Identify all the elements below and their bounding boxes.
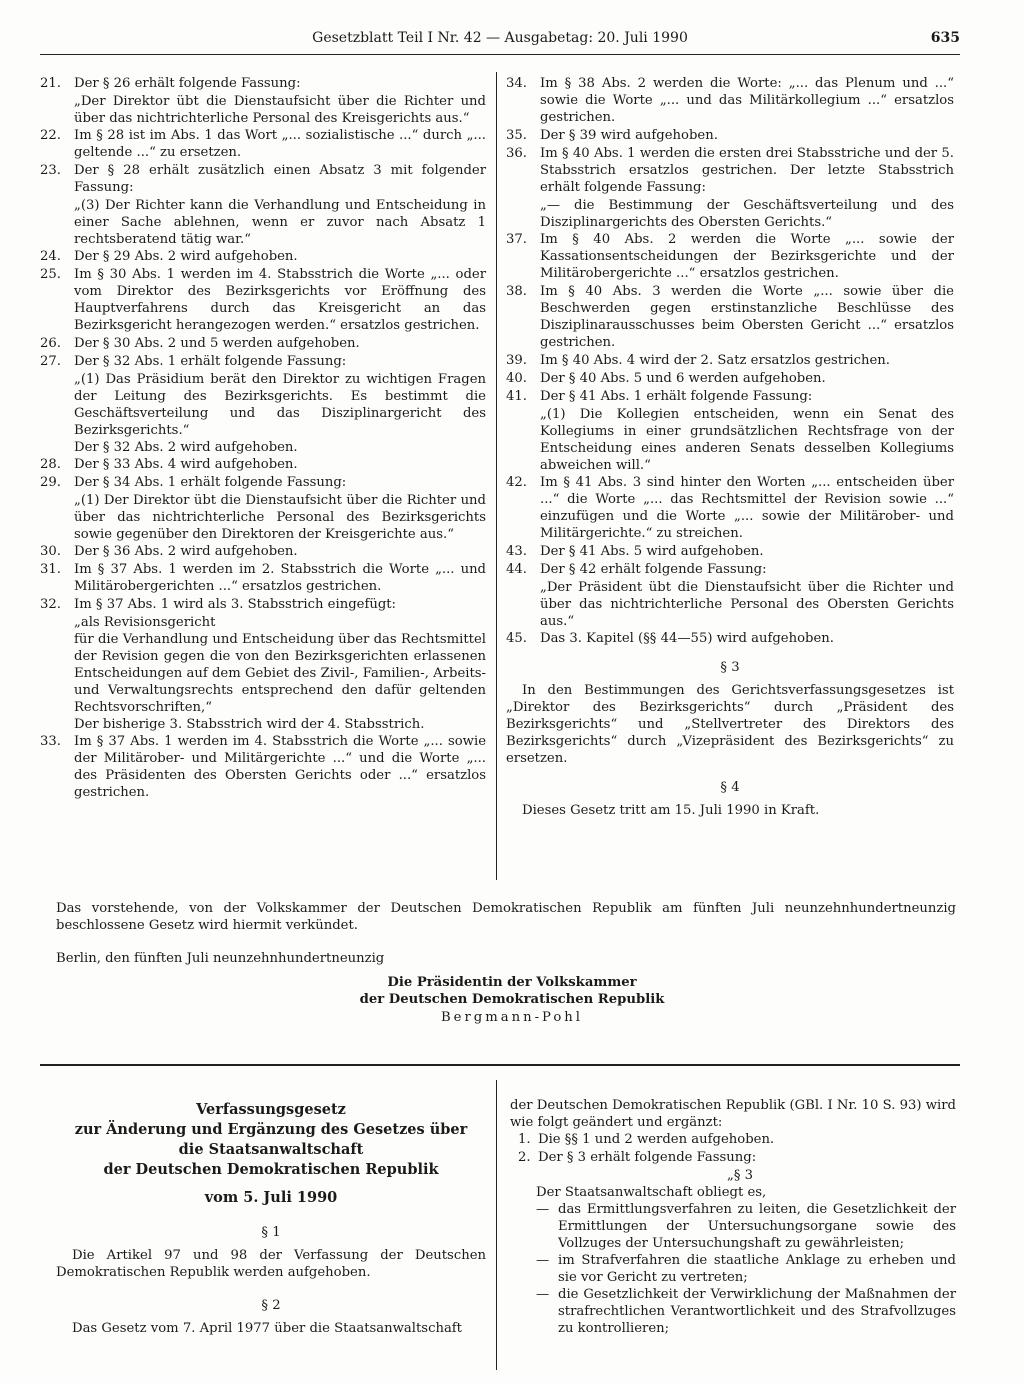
- item-quote: „(1) Der Direktor übt die Dienstaufsicht über die Richter und über das nichtrichterliche Personal des Bezirksgerichts sowie gegenüber den Direktoren der Kreisgerichte aus.“: [74, 493, 486, 542]
- law2-title-line: der Deutschen Demokratischen Republik: [103, 1161, 439, 1178]
- list-item: [506, 388, 954, 405]
- section-4-text: Dieses Gesetz tritt am 15. Juli 1990 in Kraft.: [522, 803, 820, 818]
- item-number: 28.: [40, 457, 61, 472]
- item-quote: „(3) Der Richter kann die Verhandlung und Entscheidung in einer Sache ablehnen, wenn er zuvor nach Absatz 1 rechtsberatend tätig war.“: [74, 198, 486, 247]
- item-text: Der § 34 Abs. 1 erhält folgende Fassung:: [74, 475, 347, 490]
- item-text: Im § 38 Abs. 2 werden die Worte: „... das Plenum und ...“ sowie die Worte „... und das Militärkollegium ...“ ersatzlos gestrichen.: [540, 76, 954, 125]
- item-quote: „(1) Die Kollegien entscheiden, wenn ein Senat des Kollegiums in einer grundsätzlichen Rechtsfrage von der Entscheidung eines anderen Senats desselben Kollegiums abweichen will.“: [540, 407, 954, 473]
- item-number: 23.: [40, 163, 61, 178]
- section-3-text: In den Bestimmungen des Gerichtsverfassungsgesetzes ist „Direktor des Bezirksgerichts“ durch „Präsident des Bezirksgerichts“ und „Stellvertreter des Direktors des Bezirksgerichts“ durch „Vizepräsident des Bezirksgerichts“ zu ersetzen.: [506, 683, 954, 766]
- list-item: [40, 596, 486, 613]
- dash-marker: —: [536, 1202, 550, 1217]
- item-number: 24.: [40, 249, 61, 264]
- section-3-heading: § 3: [720, 660, 740, 675]
- header-rule: [40, 54, 960, 55]
- item-number: 21.: [40, 76, 61, 91]
- item-number: 29.: [40, 475, 61, 490]
- item-number: 35.: [506, 128, 527, 143]
- item-text: Im § 37 Abs. 1 werden im 2. Stabsstrich die Worte „... und Militärobergerichten ...“ ersatzlos gestrichen.: [74, 562, 486, 594]
- item-quote: für die Verhandlung und Entscheidung über das Rechtsmittel der Revision gegen die von den Bezirksgerichten erlassenen Entscheidungen auf dem Gebiet des Zivil-, Familien-, Arbeits- und Verwaltungsrechts entsprechend den dafür geltenden Rechtsvorschriften,“: [74, 632, 486, 715]
- item-number: 43.: [506, 544, 527, 559]
- item-number: 33.: [40, 734, 61, 749]
- section-4-heading: § 4: [720, 780, 740, 795]
- law2-left-column: [56, 1100, 486, 1337]
- law2-list-item: [518, 1149, 956, 1166]
- item-text: Im § 40 Abs. 3 werden die Worte „... sowie über die Beschwerden gegen erstinstanzliche Beschlüsse des Disziplinarausschusses beim Obersten Gericht ...“ ersatzlos gestrichen.: [540, 284, 954, 350]
- list-item: [506, 145, 954, 196]
- law2-column-divider: [496, 1080, 497, 1370]
- list-item: [506, 75, 954, 126]
- item-text: Der § 40 Abs. 5 und 6 werden aufgehoben.: [540, 371, 826, 386]
- list-item: [506, 630, 954, 647]
- law2-title-line: Verfassungsgesetz: [196, 1101, 346, 1118]
- item-quote: Der § 32 Abs. 2 wird aufgehoben.: [74, 440, 298, 455]
- dash-text: das Ermittlungsverfahren zu leiten, die Gesetzlichkeit der Ermittlungen der Untersuchungsorgane sowie des Vollzuges der Untersuchungshaft zu gewährleisten;: [558, 1202, 956, 1251]
- promulgation-text: Das vorstehende, von der Volkskammer der Deutschen Demokratischen Republik am fünften Juli neunzehnhundertneunzig beschlossene Gesetz wird hiermit verkündet.: [56, 901, 956, 933]
- right-column: [506, 75, 954, 819]
- law2-quote-heading: „§ 3: [726, 1168, 753, 1183]
- item-number: 31.: [40, 562, 61, 577]
- item-text: Der § 32 Abs. 1 erhält folgende Fassung:: [74, 354, 347, 369]
- item-number: 41.: [506, 389, 527, 404]
- item-text: Im § 30 Abs. 1 werden im 4. Stabsstrich die Worte „... oder vom Direktor des Bezirksgerichts vor Eröffnung des Hauptverfahrens durch das Kreisgericht an das Bezirksgericht herangezogen werden.“ ersatzlos gestrichen.: [74, 267, 486, 333]
- item-number: 39.: [506, 353, 527, 368]
- list-item: [506, 231, 954, 282]
- list-item: [506, 352, 954, 369]
- law2-dash-item: [536, 1286, 956, 1337]
- list-item: [506, 561, 954, 578]
- list-item: [40, 543, 486, 560]
- item-quote: „(1) Das Präsidium berät den Direktor zu wichtigen Fragen der Leitung des Bezirksgerichts. Es bestimmt die Geschäftsverteilung und das Disziplinargericht des Bezirksgerichts.“: [74, 372, 486, 438]
- item-text: Der § 28 erhält zusätzlich einen Absatz 3 mit folgender Fassung:: [74, 163, 486, 195]
- item-number: 44.: [506, 562, 527, 577]
- law2-title-line: zur Änderung und Ergänzung des Gesetzes über: [74, 1121, 468, 1138]
- page-header: [40, 30, 960, 52]
- dash-text: im Strafverfahren die staatliche Anklage zu erheben und sie vor Gericht zu vertreten;: [558, 1253, 956, 1285]
- list-item: [40, 162, 486, 196]
- list-item: [506, 543, 954, 560]
- law2-title-line: die Staatsanwaltschaft: [178, 1141, 364, 1158]
- signature-line-2: der Deutschen Demokratischen Republik: [359, 992, 665, 1007]
- list-item: [40, 474, 486, 491]
- law2-list-item: [518, 1131, 956, 1148]
- dash-text: die Gesetzlichkeit der Verwirklichung der Maßnahmen der strafrechtlichen Verantwortlichkeit und des Strafvollzuges zu kontrollieren;: [558, 1287, 956, 1336]
- item-number: 34.: [506, 76, 527, 91]
- item-text: Im § 40 Abs. 1 werden die ersten drei Stabsstriche und der 5. Stabsstrich ersatzlos gestrichen. Der letzte Stabsstrich erhält folgende Fassung:: [540, 146, 954, 195]
- item-text: Der § 41 Abs. 5 wird aufgehoben.: [540, 544, 764, 559]
- item-quote: „als Revisionsgericht: [74, 615, 216, 630]
- item-text: Der § 30 Abs. 2 und 5 werden aufgehoben.: [74, 336, 360, 351]
- item-number: 1.: [518, 1132, 531, 1147]
- list-item: [40, 248, 486, 265]
- item-number: 36.: [506, 146, 527, 161]
- list-item: [506, 283, 954, 351]
- dash-marker: —: [536, 1287, 550, 1302]
- column-divider: [496, 72, 497, 880]
- item-text: Im § 37 Abs. 1 wird als 3. Stabsstrich eingefügt:: [74, 597, 397, 612]
- item-text: Der § 39 wird aufgehoben.: [540, 128, 718, 143]
- dash-marker: —: [536, 1253, 550, 1268]
- list-item: [40, 456, 486, 473]
- law2-section-1-heading: § 1: [261, 1225, 281, 1240]
- item-text: Der § 36 Abs. 2 wird aufgehoben.: [74, 544, 298, 559]
- item-number: 25.: [40, 267, 61, 282]
- item-number: 32.: [40, 597, 61, 612]
- law2-quote-intro: Der Staatsanwaltschaft obliegt es,: [536, 1185, 767, 1200]
- law2-right-column: [510, 1097, 956, 1337]
- signature-line-1: Die Präsidentin der Volkskammer: [387, 975, 637, 990]
- item-text: Der § 26 erhält folgende Fassung:: [74, 76, 301, 91]
- left-column: [40, 75, 486, 802]
- item-number: 26.: [40, 336, 61, 351]
- place-date: Berlin, den fünften Juli neunzehnhundertneunzig: [56, 951, 385, 966]
- law2-section-2-text: Das Gesetz vom 7. April 1977 über die Staatsanwaltschaft: [72, 1321, 462, 1336]
- item-text: Der § 42 erhält folgende Fassung:: [540, 562, 767, 577]
- item-text: Der § 41 Abs. 1 erhält folgende Fassung:: [540, 389, 813, 404]
- item-text: Im § 37 Abs. 1 werden im 4. Stabsstrich die Worte „... sowie der Militärober- und Militärgerichte ...“ und die Worte „... des Präsidenten des Obersten Gerichts oder ...“ ersatzlos gestrichen.: [74, 734, 486, 800]
- item-number: 22.: [40, 128, 61, 143]
- item-text: Das 3. Kapitel (§§ 44—55) wird aufgehoben.: [540, 631, 834, 646]
- item-text: Im § 40 Abs. 4 wird der 2. Satz ersatzlos gestrichen.: [540, 353, 890, 368]
- item-text: Im § 40 Abs. 2 werden die Worte „... sowie der Kassationsentscheidungen der Bezirksgerichte und der Militärobergerichte ...“ ersatzlos gestrichen.: [540, 232, 954, 281]
- law2-section-2-heading: § 2: [261, 1298, 281, 1313]
- law2-date: vom 5. Juli 1990: [204, 1189, 338, 1206]
- page-number: 635: [930, 30, 960, 46]
- item-number: 45.: [506, 631, 527, 646]
- item-text: Die §§ 1 und 2 werden aufgehoben.: [538, 1132, 775, 1147]
- item-number: 27.: [40, 354, 61, 369]
- item-quote: „Der Präsident übt die Dienstaufsicht über die Richter und über das nichtrichterliche Personal des Obersten Gerichts aus.“: [540, 580, 954, 629]
- item-number: 40.: [506, 371, 527, 386]
- item-quote: „— die Bestimmung der Geschäftsverteilung und des Disziplinargerichts des Obersten Gerichts.“: [540, 198, 954, 230]
- item-number: 37.: [506, 232, 527, 247]
- item-quote: Der bisherige 3. Stabsstrich wird der 4. Stabsstrich.: [74, 717, 425, 732]
- list-item: [40, 75, 486, 92]
- list-item: [40, 266, 486, 334]
- law2-dash-item: [536, 1201, 956, 1252]
- item-number: 2.: [518, 1150, 531, 1165]
- item-number: 42.: [506, 475, 527, 490]
- list-item: [40, 335, 486, 352]
- list-item: [506, 127, 954, 144]
- item-text: Im § 41 Abs. 3 sind hinter den Worten „... entscheiden über ...“ die Worte „... das Rechtsmittel der Revision sowie ...“ einzufügen und die Worte „... sowie der Militärober- und Militärgerichte.“ zu streichen.: [540, 475, 954, 541]
- item-text: Der § 33 Abs. 4 wird aufgehoben.: [74, 457, 298, 472]
- law2-intro: der Deutschen Demokratischen Republik (GBl. I Nr. 10 S. 93) wird wie folgt geändert und ergänzt:: [510, 1098, 956, 1130]
- signature-name: Bergmann-Pohl: [440, 1010, 584, 1025]
- section-rule: [40, 1064, 960, 1066]
- gazette-title: Gesetzblatt Teil I Nr. 42 — Ausgabetag: 20. Juli 1990: [312, 30, 688, 46]
- item-quote: „Der Direktor übt die Dienstaufsicht über die Richter und über das nichtrichterliche Personal des Kreisgerichts aus.“: [74, 94, 486, 126]
- item-number: 30.: [40, 544, 61, 559]
- list-item: [40, 127, 486, 161]
- list-item: [506, 370, 954, 387]
- list-item: [40, 353, 486, 370]
- item-text: Im § 28 ist im Abs. 1 das Wort „... sozialistische ...“ durch „... geltende ...“ zu ersetzen.: [74, 128, 486, 160]
- law2-dash-item: [536, 1252, 956, 1286]
- item-text: Der § 3 erhält folgende Fassung:: [538, 1150, 757, 1165]
- item-number: 38.: [506, 284, 527, 299]
- list-item: [506, 474, 954, 542]
- item-text: Der § 29 Abs. 2 wird aufgehoben.: [74, 249, 298, 264]
- list-item: [40, 733, 486, 801]
- list-item: [40, 561, 486, 595]
- law2-section-1-text: Die Artikel 97 und 98 der Verfassung der Deutschen Demokratischen Republik werden aufgehoben.: [56, 1248, 486, 1280]
